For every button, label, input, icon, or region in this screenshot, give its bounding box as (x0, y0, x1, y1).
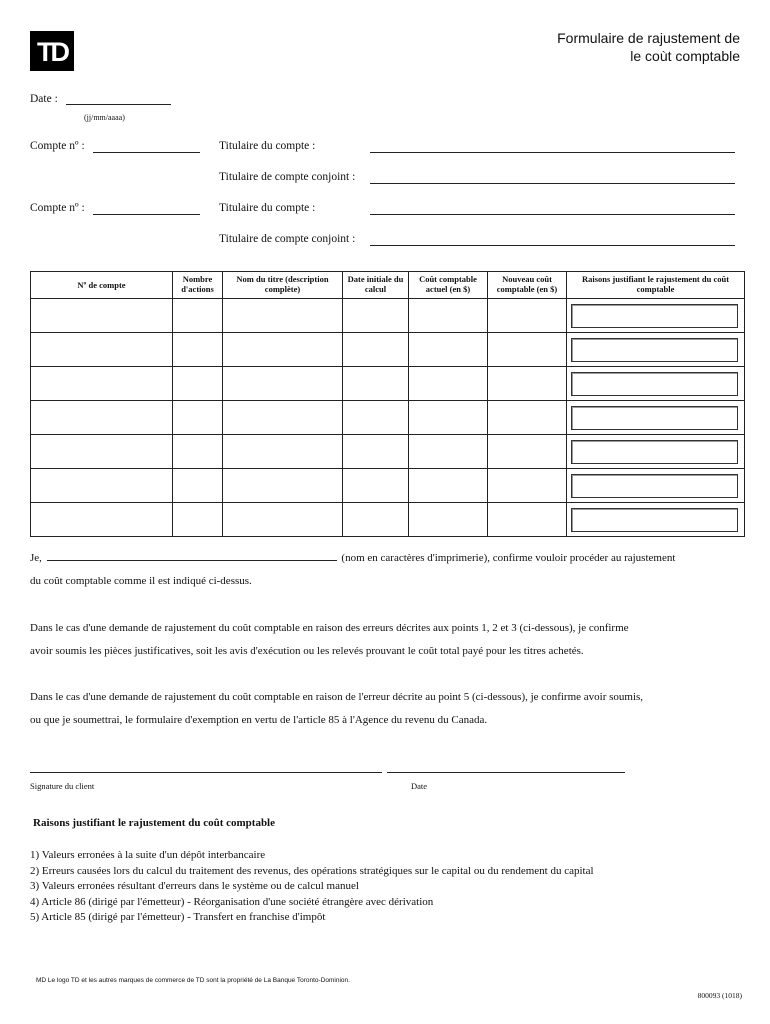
cell-current-cost[interactable] (409, 401, 488, 435)
cell-account[interactable] (31, 333, 173, 367)
joint-holder-field[interactable] (370, 245, 735, 246)
reason-item: 5) Article 85 (dirigé par l'émetteur) - Transfert en franchise d'impôt (30, 911, 326, 923)
cell-current-cost[interactable] (409, 503, 488, 537)
col-header-current-cost: Coût comptable actuel (en $) (409, 272, 488, 299)
account-holder-label: Titulaire du compte : (219, 202, 316, 214)
col-header-reasons: Raisons justifiant le rajustement du coût comptable (567, 272, 745, 299)
paragraph-1-line-2: avoir soumis les pièces justificatives, soit les avis d'exécution ou les relevés prouvant le coût total payé pour les titres achetés. (30, 645, 584, 657)
td-logo-text: TD (37, 37, 67, 67)
confirmation-line-2: du coût comptable comme il est indiqué ci-dessus. (30, 575, 252, 587)
signature-field[interactable] (30, 772, 382, 773)
cell-new-cost[interactable] (488, 333, 567, 367)
cell-account[interactable] (31, 503, 173, 537)
cell-new-cost[interactable] (488, 401, 567, 435)
reason-input[interactable] (571, 406, 738, 430)
cell-reason (567, 435, 745, 469)
reason-input[interactable] (571, 304, 738, 328)
form-number: 800093 (1018) (697, 991, 742, 1000)
cell-reason (567, 299, 745, 333)
cell-new-cost[interactable] (488, 299, 567, 333)
cell-shares[interactable] (173, 299, 223, 333)
cell-initial-date[interactable] (343, 503, 409, 537)
cell-shares[interactable] (173, 435, 223, 469)
reason-input[interactable] (571, 508, 738, 532)
cell-shares[interactable] (173, 469, 223, 503)
date-field[interactable] (66, 104, 171, 105)
joint-holder-label: Titulaire de compte conjoint : (219, 233, 356, 245)
title-line-2: le coùt comptable (630, 48, 740, 64)
cell-security-name[interactable] (223, 503, 343, 537)
cell-initial-date[interactable] (343, 299, 409, 333)
cell-initial-date[interactable] (343, 435, 409, 469)
cell-security-name[interactable] (223, 469, 343, 503)
account-number-label: Compte nº : (30, 202, 85, 214)
cell-shares[interactable] (173, 367, 223, 401)
confirmation-block (30, 547, 750, 593)
page-title (557, 29, 740, 65)
date-label: Date : (30, 93, 58, 105)
paragraph-1-line-1: Dans le cas d'une demande de rajustement du coût comptable en raison des erreurs décrites aux points 1, 2 et 3 (ci-dessous), je confirme (30, 622, 629, 634)
cell-initial-date[interactable] (343, 401, 409, 435)
account-number-field[interactable] (93, 214, 200, 215)
table-row (31, 435, 745, 469)
cell-reason (567, 401, 745, 435)
cell-security-name[interactable] (223, 367, 343, 401)
reasons-title: Raisons justifiant le rajustement du coût comptable (33, 817, 275, 829)
cell-security-name[interactable] (223, 401, 343, 435)
client-name-field[interactable] (47, 550, 337, 561)
confirmation-je: Je, (30, 552, 42, 564)
adjustment-table (30, 271, 745, 537)
trademark-notice: MD Le logo TD et les autres marques de commerce de TD sont la propriété de La Banque Toronto-Dominion. (36, 977, 350, 984)
cell-current-cost[interactable] (409, 299, 488, 333)
joint-holder-label: Titulaire de compte conjoint : (219, 171, 356, 183)
cell-shares[interactable] (173, 401, 223, 435)
cell-new-cost[interactable] (488, 435, 567, 469)
cell-security-name[interactable] (223, 435, 343, 469)
paragraph-2-line-1: Dans le cas d'une demande de rajustement du coût comptable en raison de l'erreur décrite au point 5 (ci-dessous), je confirme avoir soumis, (30, 691, 644, 703)
cell-new-cost[interactable] (488, 503, 567, 537)
signature-label: Signature du client (30, 781, 95, 791)
cell-account[interactable] (31, 469, 173, 503)
reason-item: 3) Valeurs erronées résultant d'erreurs dans le système ou de calcul manuel (30, 880, 359, 892)
cell-initial-date[interactable] (343, 367, 409, 401)
account-holder-label: Titulaire du compte : (219, 140, 316, 152)
signature-date-field[interactable] (387, 772, 625, 773)
col-header-new-cost: Nouveau coût comptable (en $) (488, 272, 567, 299)
reason-input[interactable] (571, 474, 738, 498)
col-header-shares: Nombre d'actions (173, 272, 223, 299)
reason-item: 2) Erreurs causées lors du calcul du traitement des revenus, des opérations stratégiques sur le capital ou du rendement du capital (30, 864, 594, 877)
account-holder-field[interactable] (370, 214, 735, 215)
cell-new-cost[interactable] (488, 367, 567, 401)
paragraph-supporting-docs (30, 617, 750, 663)
account-number-field[interactable] (93, 152, 200, 153)
cell-reason (567, 469, 745, 503)
account-holder-field[interactable] (370, 152, 735, 153)
cell-reason (567, 367, 745, 401)
cell-account[interactable] (31, 401, 173, 435)
td-logo (30, 31, 74, 71)
col-header-initial-date: Date initiale du calcul (343, 272, 409, 299)
cell-shares[interactable] (173, 503, 223, 537)
table-row (31, 503, 745, 537)
joint-holder-field[interactable] (370, 183, 735, 184)
table-row (31, 401, 745, 435)
cell-account[interactable] (31, 299, 173, 333)
cell-current-cost[interactable] (409, 367, 488, 401)
cell-current-cost[interactable] (409, 435, 488, 469)
table-row (31, 299, 745, 333)
cell-initial-date[interactable] (343, 333, 409, 367)
cell-account[interactable] (31, 435, 173, 469)
confirmation-after-name: (nom en caractères d'imprimerie), confirme vouloir procéder au rajustement (341, 552, 676, 564)
table-row (31, 367, 745, 401)
reason-input[interactable] (571, 338, 738, 362)
reason-item: 1) Valeurs erronées à la suite d'un dépôt interbancaire (30, 849, 266, 861)
reason-input[interactable] (571, 372, 738, 396)
date-format-hint: (jj/mm/aaaa) (84, 113, 125, 122)
table-row (31, 469, 745, 503)
cell-reason (567, 503, 745, 537)
paragraph-article-85 (30, 686, 750, 732)
reason-item: 4) Article 86 (dirigé par l'émetteur) - Réorganisation d'une société étrangère avec dérivation (30, 895, 434, 908)
table-row (31, 333, 745, 367)
col-header-security-name: Nom du titre (description complète) (223, 272, 343, 299)
account-number-label: Compte nº : (30, 140, 85, 152)
col-header-account: Nº de compte (31, 272, 173, 299)
reasons-list (30, 848, 750, 926)
signature-date-label: Date (411, 781, 428, 791)
cell-new-cost[interactable] (488, 469, 567, 503)
cell-initial-date[interactable] (343, 469, 409, 503)
cell-shares[interactable] (173, 333, 223, 367)
cell-account[interactable] (31, 367, 173, 401)
cell-current-cost[interactable] (409, 469, 488, 503)
reason-input[interactable] (571, 440, 738, 464)
cell-reason (567, 333, 745, 367)
title-line-1: Formulaire de rajustement de (557, 30, 740, 46)
table-header-row (31, 272, 745, 299)
cell-security-name[interactable] (223, 299, 343, 333)
cell-security-name[interactable] (223, 333, 343, 367)
cell-current-cost[interactable] (409, 333, 488, 367)
paragraph-2-line-2: ou que je soumettrai, le formulaire d'exemption en vertu de l'article 85 à l'Agence du revenu du Canada. (30, 714, 488, 726)
